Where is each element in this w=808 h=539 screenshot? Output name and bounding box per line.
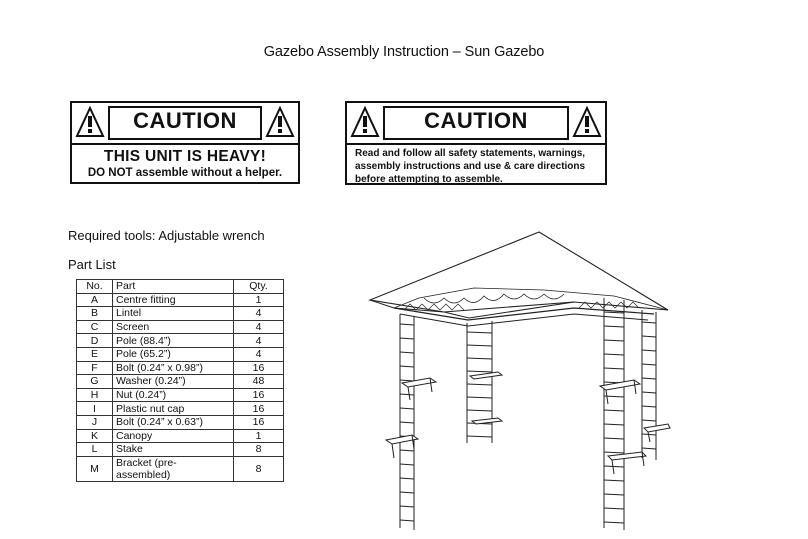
cell-part: Pole (65.2”) xyxy=(113,347,234,361)
cell-no: M xyxy=(77,456,113,481)
cell-part: Stake xyxy=(113,443,234,457)
cell-part: Nut (0.24”) xyxy=(113,388,234,402)
cell-part: Plastic nut cap xyxy=(113,402,234,416)
cell-qty: 8 xyxy=(234,443,284,457)
part-list-title: Part List xyxy=(68,257,116,272)
cell-no: B xyxy=(77,307,113,321)
part-list-table xyxy=(76,279,284,482)
cell-no: H xyxy=(77,388,113,402)
cell-qty: 48 xyxy=(234,375,284,389)
cell-qty: 1 xyxy=(234,293,284,307)
cell-qty: 4 xyxy=(234,320,284,334)
table-row xyxy=(77,388,284,402)
table-row xyxy=(77,375,284,389)
cell-no: A xyxy=(77,293,113,307)
caution-heavy-text: THIS UNIT IS HEAVY! xyxy=(103,148,267,165)
cell-qty: 1 xyxy=(234,429,284,443)
caution-message: Read and follow all safety statements, warnings, assembly instructions and use & care directions before attempting to assemble. xyxy=(355,148,586,185)
table-row xyxy=(77,402,284,416)
caution-helper-text: DO NOT assemble without a helper. xyxy=(87,167,283,179)
table-row xyxy=(77,456,284,481)
cell-qty: 16 xyxy=(234,388,284,402)
caution-label: CAUTION xyxy=(133,108,237,133)
table-row xyxy=(77,320,284,334)
table-row xyxy=(77,334,284,348)
table-row xyxy=(77,415,284,429)
cell-part: Lintel xyxy=(113,307,234,321)
cell-part: Bolt (0.24” x 0.98”) xyxy=(113,361,234,375)
cell-qty: 4 xyxy=(234,347,284,361)
cell-no: F xyxy=(77,361,113,375)
cell-no: L xyxy=(77,443,113,457)
cell-part: Pole (88.4”) xyxy=(113,334,234,348)
cell-no: G xyxy=(77,375,113,389)
table-row xyxy=(77,429,284,443)
cell-no: K xyxy=(77,429,113,443)
cell-no: E xyxy=(77,347,113,361)
part-list-body xyxy=(77,293,284,481)
table-header-row xyxy=(77,280,284,294)
gazebo-illustration xyxy=(364,228,674,536)
cell-no: J xyxy=(77,415,113,429)
cell-part: Canopy xyxy=(113,429,234,443)
cell-no: D xyxy=(77,334,113,348)
cell-qty: 16 xyxy=(234,361,284,375)
table-row xyxy=(77,347,284,361)
document-title: Gazebo Assembly Instruction – Sun Gazebo xyxy=(263,44,545,60)
caution-band xyxy=(72,103,298,145)
table-row xyxy=(77,443,284,457)
header-no: No. xyxy=(77,280,113,294)
cell-part: Washer (0.24”) xyxy=(113,375,234,389)
cell-qty: 4 xyxy=(234,307,284,321)
header-part: Part xyxy=(113,280,234,294)
cell-qty: 16 xyxy=(234,415,284,429)
cell-part: Centre fitting xyxy=(113,293,234,307)
header-qty: Qty. xyxy=(234,280,284,294)
caution-sign-read xyxy=(345,101,607,185)
table-row xyxy=(77,307,284,321)
cell-qty: 4 xyxy=(234,334,284,348)
table-row xyxy=(77,293,284,307)
required-tools: Required tools: Adjustable wrench xyxy=(68,228,265,243)
cell-qty: 16 xyxy=(234,402,284,416)
warning-triangle-icon xyxy=(572,105,602,139)
caution-sign-heavy xyxy=(70,101,300,184)
cell-part: Screen xyxy=(113,320,234,334)
cell-no: C xyxy=(77,320,113,334)
cell-part: Bracket (pre-assembled) xyxy=(113,456,234,481)
caution-label: CAUTION xyxy=(424,108,528,133)
table-row xyxy=(77,361,284,375)
warning-triangle-icon xyxy=(265,105,295,139)
cell-qty: 8 xyxy=(234,456,284,481)
caution-band xyxy=(347,103,605,145)
cell-part: Bolt (0.24” x 0.63”) xyxy=(113,415,234,429)
cell-no: I xyxy=(77,402,113,416)
